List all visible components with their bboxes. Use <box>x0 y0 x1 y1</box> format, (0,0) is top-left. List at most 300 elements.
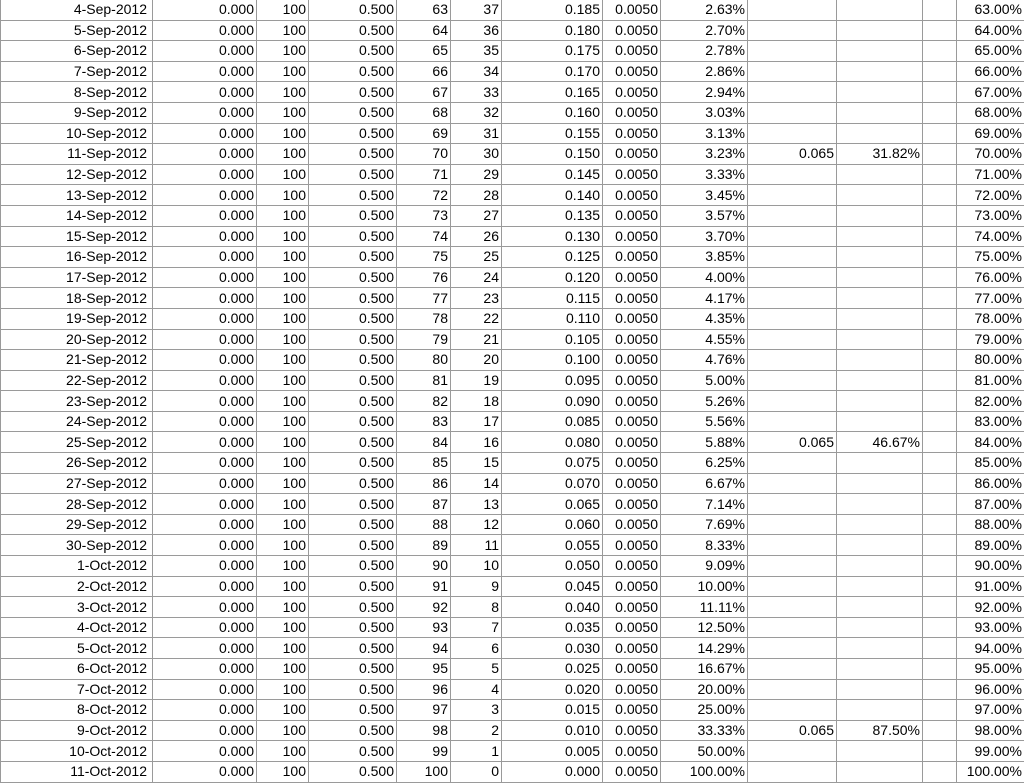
cell-value-b[interactable]: 100 <box>257 494 309 515</box>
cell-percent-c[interactable]: 89.00% <box>957 535 1024 556</box>
cell-percent-a[interactable]: 5.56% <box>661 411 748 432</box>
cell-percent-c[interactable]: 81.00% <box>957 370 1024 391</box>
cell-date[interactable]: 4-Oct-2012 <box>1 617 153 638</box>
cell-value-a[interactable]: 0.000 <box>153 288 257 309</box>
cell-value-a[interactable]: 0.000 <box>153 164 257 185</box>
cell-value-a[interactable]: 0.000 <box>153 350 257 371</box>
cell-percent-a[interactable]: 6.25% <box>661 453 748 474</box>
cell-value-d[interactable]: 0.140 <box>502 185 603 206</box>
cell-value-a[interactable]: 0.000 <box>153 20 257 41</box>
cell-date[interactable]: 21-Sep-2012 <box>1 350 153 371</box>
cell-value-f[interactable] <box>748 679 837 700</box>
cell-count-b[interactable]: 29 <box>451 164 502 185</box>
cell-value-c[interactable]: 0.500 <box>309 638 397 659</box>
cell-value-a[interactable]: 0.000 <box>153 679 257 700</box>
cell-percent-a[interactable]: 3.23% <box>661 144 748 165</box>
cell-count-a[interactable]: 92 <box>397 597 451 618</box>
cell-date[interactable]: 1-Oct-2012 <box>1 556 153 577</box>
cell-percent-c[interactable]: 72.00% <box>957 185 1024 206</box>
cell-date[interactable]: 19-Sep-2012 <box>1 308 153 329</box>
cell-date[interactable]: 30-Sep-2012 <box>1 535 153 556</box>
cell-count-b[interactable]: 7 <box>451 617 502 638</box>
cell-date[interactable]: 23-Sep-2012 <box>1 391 153 412</box>
cell-percent-a[interactable]: 2.70% <box>661 20 748 41</box>
cell-value-d[interactable]: 0.105 <box>502 329 603 350</box>
empty-cell[interactable] <box>923 350 957 371</box>
cell-value-e[interactable]: 0.0050 <box>603 288 661 309</box>
cell-percent-a[interactable]: 5.26% <box>661 391 748 412</box>
cell-percent-a[interactable]: 5.88% <box>661 432 748 453</box>
cell-percent-a[interactable]: 50.00% <box>661 741 748 762</box>
empty-cell[interactable] <box>923 144 957 165</box>
cell-value-a[interactable]: 0.000 <box>153 82 257 103</box>
cell-value-a[interactable]: 0.000 <box>153 617 257 638</box>
cell-percent-c[interactable]: 100.00% <box>957 761 1024 782</box>
cell-count-b[interactable]: 0 <box>451 761 502 782</box>
cell-value-c[interactable]: 0.500 <box>309 514 397 535</box>
cell-count-b[interactable]: 15 <box>451 453 502 474</box>
cell-value-f[interactable] <box>748 82 837 103</box>
cell-value-a[interactable]: 0.000 <box>153 494 257 515</box>
cell-percent-b[interactable] <box>837 247 923 268</box>
empty-cell[interactable] <box>923 329 957 350</box>
cell-value-e[interactable]: 0.0050 <box>603 494 661 515</box>
cell-value-c[interactable]: 0.500 <box>309 432 397 453</box>
cell-count-b[interactable]: 25 <box>451 247 502 268</box>
cell-count-a[interactable]: 85 <box>397 453 451 474</box>
cell-value-d[interactable]: 0.085 <box>502 411 603 432</box>
cell-value-a[interactable]: 0.000 <box>153 432 257 453</box>
cell-date[interactable]: 26-Sep-2012 <box>1 453 153 474</box>
cell-value-d[interactable]: 0.010 <box>502 720 603 741</box>
empty-cell[interactable] <box>923 411 957 432</box>
cell-value-e[interactable]: 0.0050 <box>603 741 661 762</box>
cell-date[interactable]: 18-Sep-2012 <box>1 288 153 309</box>
cell-count-a[interactable]: 69 <box>397 123 451 144</box>
cell-percent-c[interactable]: 84.00% <box>957 432 1024 453</box>
cell-value-c[interactable]: 0.500 <box>309 61 397 82</box>
empty-cell[interactable] <box>923 391 957 412</box>
cell-percent-c[interactable]: 68.00% <box>957 102 1024 123</box>
empty-cell[interactable] <box>923 185 957 206</box>
cell-value-b[interactable]: 100 <box>257 720 309 741</box>
cell-value-e[interactable]: 0.0050 <box>603 123 661 144</box>
cell-value-f[interactable] <box>748 123 837 144</box>
cell-percent-a[interactable]: 11.11% <box>661 597 748 618</box>
cell-value-f[interactable] <box>748 41 837 62</box>
cell-value-d[interactable]: 0.090 <box>502 391 603 412</box>
cell-value-b[interactable]: 100 <box>257 226 309 247</box>
cell-count-b[interactable]: 34 <box>451 61 502 82</box>
cell-percent-b[interactable] <box>837 41 923 62</box>
cell-value-e[interactable]: 0.0050 <box>603 61 661 82</box>
cell-value-b[interactable]: 100 <box>257 308 309 329</box>
cell-count-b[interactable]: 28 <box>451 185 502 206</box>
cell-value-c[interactable]: 0.500 <box>309 720 397 741</box>
cell-value-f[interactable] <box>748 700 837 721</box>
cell-percent-b[interactable] <box>837 308 923 329</box>
cell-value-c[interactable]: 0.500 <box>309 679 397 700</box>
empty-cell[interactable] <box>923 288 957 309</box>
cell-value-b[interactable]: 100 <box>257 41 309 62</box>
cell-percent-a[interactable]: 3.03% <box>661 102 748 123</box>
cell-value-b[interactable]: 100 <box>257 741 309 762</box>
cell-date[interactable]: 15-Sep-2012 <box>1 226 153 247</box>
cell-value-a[interactable]: 0.000 <box>153 761 257 782</box>
cell-percent-a[interactable]: 2.86% <box>661 61 748 82</box>
cell-value-f[interactable] <box>748 391 837 412</box>
cell-value-f[interactable] <box>748 411 837 432</box>
cell-value-f[interactable] <box>748 185 837 206</box>
cell-value-f[interactable] <box>748 267 837 288</box>
cell-value-f[interactable] <box>748 535 837 556</box>
cell-value-e[interactable]: 0.0050 <box>603 391 661 412</box>
empty-cell[interactable] <box>923 659 957 680</box>
cell-count-a[interactable]: 64 <box>397 20 451 41</box>
cell-value-a[interactable]: 0.000 <box>153 597 257 618</box>
cell-count-a[interactable]: 99 <box>397 741 451 762</box>
cell-count-a[interactable]: 89 <box>397 535 451 556</box>
cell-count-b[interactable]: 22 <box>451 308 502 329</box>
cell-value-b[interactable]: 100 <box>257 61 309 82</box>
cell-percent-b[interactable] <box>837 514 923 535</box>
cell-value-f[interactable] <box>748 308 837 329</box>
cell-percent-a[interactable]: 14.29% <box>661 638 748 659</box>
cell-percent-a[interactable]: 16.67% <box>661 659 748 680</box>
cell-value-e[interactable]: 0.0050 <box>603 247 661 268</box>
cell-count-a[interactable]: 96 <box>397 679 451 700</box>
empty-cell[interactable] <box>923 638 957 659</box>
cell-count-a[interactable]: 81 <box>397 370 451 391</box>
cell-value-d[interactable]: 0.135 <box>502 205 603 226</box>
cell-percent-b[interactable] <box>837 473 923 494</box>
cell-value-d[interactable]: 0.075 <box>502 453 603 474</box>
empty-cell[interactable] <box>923 494 957 515</box>
cell-value-e[interactable]: 0.0050 <box>603 82 661 103</box>
cell-percent-a[interactable]: 10.00% <box>661 576 748 597</box>
cell-percent-c[interactable]: 91.00% <box>957 576 1024 597</box>
cell-value-c[interactable]: 0.500 <box>309 20 397 41</box>
cell-value-a[interactable]: 0.000 <box>153 576 257 597</box>
cell-percent-b[interactable] <box>837 638 923 659</box>
cell-value-f[interactable] <box>748 350 837 371</box>
cell-value-f[interactable] <box>748 597 837 618</box>
cell-value-f[interactable]: 0.065 <box>748 432 837 453</box>
cell-value-e[interactable]: 0.0050 <box>603 638 661 659</box>
cell-percent-c[interactable]: 80.00% <box>957 350 1024 371</box>
cell-count-b[interactable]: 9 <box>451 576 502 597</box>
cell-count-b[interactable]: 6 <box>451 638 502 659</box>
cell-value-e[interactable]: 0.0050 <box>603 350 661 371</box>
cell-value-c[interactable]: 0.500 <box>309 700 397 721</box>
cell-count-b[interactable]: 13 <box>451 494 502 515</box>
cell-percent-b[interactable] <box>837 453 923 474</box>
cell-value-b[interactable]: 100 <box>257 0 309 20</box>
cell-value-c[interactable]: 0.500 <box>309 185 397 206</box>
cell-value-b[interactable]: 100 <box>257 411 309 432</box>
cell-value-c[interactable]: 0.500 <box>309 123 397 144</box>
empty-cell[interactable] <box>923 370 957 391</box>
cell-value-d[interactable]: 0.005 <box>502 741 603 762</box>
cell-percent-c[interactable]: 88.00% <box>957 514 1024 535</box>
cell-date[interactable]: 28-Sep-2012 <box>1 494 153 515</box>
empty-cell[interactable] <box>923 308 957 329</box>
cell-percent-c[interactable]: 94.00% <box>957 638 1024 659</box>
cell-percent-c[interactable]: 69.00% <box>957 123 1024 144</box>
empty-cell[interactable] <box>923 700 957 721</box>
cell-percent-b[interactable] <box>837 61 923 82</box>
cell-value-d[interactable]: 0.095 <box>502 370 603 391</box>
cell-value-d[interactable]: 0.015 <box>502 700 603 721</box>
cell-percent-a[interactable]: 25.00% <box>661 700 748 721</box>
cell-percent-b[interactable] <box>837 102 923 123</box>
cell-value-f[interactable]: 0.065 <box>748 720 837 741</box>
cell-value-f[interactable] <box>748 226 837 247</box>
cell-value-b[interactable]: 100 <box>257 679 309 700</box>
cell-value-c[interactable]: 0.500 <box>309 576 397 597</box>
cell-percent-b[interactable]: 31.82% <box>837 144 923 165</box>
cell-value-e[interactable]: 0.0050 <box>603 41 661 62</box>
empty-cell[interactable] <box>923 267 957 288</box>
cell-count-a[interactable]: 66 <box>397 61 451 82</box>
cell-percent-c[interactable]: 78.00% <box>957 308 1024 329</box>
cell-value-a[interactable]: 0.000 <box>153 61 257 82</box>
cell-value-c[interactable]: 0.500 <box>309 288 397 309</box>
cell-count-a[interactable]: 87 <box>397 494 451 515</box>
cell-date[interactable]: 10-Sep-2012 <box>1 123 153 144</box>
cell-percent-c[interactable]: 65.00% <box>957 41 1024 62</box>
cell-date[interactable]: 17-Sep-2012 <box>1 267 153 288</box>
cell-value-e[interactable]: 0.0050 <box>603 576 661 597</box>
cell-percent-c[interactable]: 98.00% <box>957 720 1024 741</box>
cell-count-b[interactable]: 2 <box>451 720 502 741</box>
cell-percent-b[interactable] <box>837 288 923 309</box>
cell-percent-a[interactable]: 4.35% <box>661 308 748 329</box>
cell-percent-a[interactable]: 3.13% <box>661 123 748 144</box>
cell-count-b[interactable]: 3 <box>451 700 502 721</box>
cell-value-e[interactable]: 0.0050 <box>603 473 661 494</box>
cell-value-f[interactable] <box>748 556 837 577</box>
cell-percent-b[interactable] <box>837 617 923 638</box>
cell-value-f[interactable] <box>748 20 837 41</box>
cell-date[interactable]: 14-Sep-2012 <box>1 205 153 226</box>
cell-percent-c[interactable]: 92.00% <box>957 597 1024 618</box>
cell-percent-b[interactable] <box>837 535 923 556</box>
cell-value-c[interactable]: 0.500 <box>309 350 397 371</box>
cell-value-b[interactable]: 100 <box>257 247 309 268</box>
cell-value-b[interactable]: 100 <box>257 329 309 350</box>
cell-value-c[interactable]: 0.500 <box>309 411 397 432</box>
cell-percent-c[interactable]: 75.00% <box>957 247 1024 268</box>
cell-value-a[interactable]: 0.000 <box>153 329 257 350</box>
cell-count-a[interactable]: 93 <box>397 617 451 638</box>
cell-percent-a[interactable]: 6.67% <box>661 473 748 494</box>
cell-count-a[interactable]: 76 <box>397 267 451 288</box>
cell-value-a[interactable]: 0.000 <box>153 453 257 474</box>
cell-date[interactable]: 22-Sep-2012 <box>1 370 153 391</box>
cell-count-b[interactable]: 19 <box>451 370 502 391</box>
cell-value-b[interactable]: 100 <box>257 185 309 206</box>
cell-value-e[interactable]: 0.0050 <box>603 411 661 432</box>
cell-value-c[interactable]: 0.500 <box>309 617 397 638</box>
cell-value-b[interactable]: 100 <box>257 700 309 721</box>
cell-count-a[interactable]: 82 <box>397 391 451 412</box>
empty-cell[interactable] <box>923 61 957 82</box>
cell-percent-b[interactable] <box>837 164 923 185</box>
cell-value-a[interactable]: 0.000 <box>153 267 257 288</box>
cell-value-a[interactable]: 0.000 <box>153 638 257 659</box>
cell-value-c[interactable]: 0.500 <box>309 391 397 412</box>
cell-percent-b[interactable] <box>837 350 923 371</box>
cell-count-a[interactable]: 94 <box>397 638 451 659</box>
cell-percent-a[interactable]: 12.50% <box>661 617 748 638</box>
cell-count-a[interactable]: 86 <box>397 473 451 494</box>
cell-count-b[interactable]: 17 <box>451 411 502 432</box>
empty-cell[interactable] <box>923 205 957 226</box>
cell-value-c[interactable]: 0.500 <box>309 535 397 556</box>
cell-value-e[interactable]: 0.0050 <box>603 164 661 185</box>
empty-cell[interactable] <box>923 102 957 123</box>
cell-percent-a[interactable]: 4.00% <box>661 267 748 288</box>
cell-value-d[interactable]: 0.155 <box>502 123 603 144</box>
cell-count-a[interactable]: 65 <box>397 41 451 62</box>
empty-cell[interactable] <box>923 41 957 62</box>
cell-value-a[interactable]: 0.000 <box>153 102 257 123</box>
cell-value-c[interactable]: 0.500 <box>309 267 397 288</box>
cell-percent-a[interactable]: 3.33% <box>661 164 748 185</box>
cell-value-d[interactable]: 0.025 <box>502 659 603 680</box>
cell-count-a[interactable]: 77 <box>397 288 451 309</box>
cell-count-b[interactable]: 31 <box>451 123 502 144</box>
cell-value-f[interactable]: 0.065 <box>748 144 837 165</box>
empty-cell[interactable] <box>923 597 957 618</box>
cell-value-e[interactable]: 0.0050 <box>603 720 661 741</box>
cell-percent-a[interactable]: 2.94% <box>661 82 748 103</box>
cell-percent-b[interactable] <box>837 185 923 206</box>
cell-value-d[interactable]: 0.150 <box>502 144 603 165</box>
cell-value-a[interactable]: 0.000 <box>153 514 257 535</box>
empty-cell[interactable] <box>923 741 957 762</box>
cell-count-a[interactable]: 98 <box>397 720 451 741</box>
cell-value-d[interactable]: 0.180 <box>502 20 603 41</box>
cell-value-d[interactable]: 0.045 <box>502 576 603 597</box>
cell-value-b[interactable]: 100 <box>257 514 309 535</box>
cell-value-c[interactable]: 0.500 <box>309 247 397 268</box>
cell-value-f[interactable] <box>748 61 837 82</box>
cell-value-e[interactable]: 0.0050 <box>603 20 661 41</box>
cell-value-a[interactable]: 0.000 <box>153 391 257 412</box>
cell-percent-c[interactable]: 66.00% <box>957 61 1024 82</box>
cell-percent-a[interactable]: 3.57% <box>661 205 748 226</box>
cell-value-b[interactable]: 100 <box>257 123 309 144</box>
cell-value-e[interactable]: 0.0050 <box>603 597 661 618</box>
cell-date[interactable]: 6-Oct-2012 <box>1 659 153 680</box>
cell-count-b[interactable]: 14 <box>451 473 502 494</box>
cell-value-d[interactable]: 0.065 <box>502 494 603 515</box>
cell-count-b[interactable]: 4 <box>451 679 502 700</box>
cell-value-e[interactable]: 0.0050 <box>603 185 661 206</box>
cell-date[interactable]: 6-Sep-2012 <box>1 41 153 62</box>
cell-percent-a[interactable]: 7.14% <box>661 494 748 515</box>
cell-value-e[interactable]: 0.0050 <box>603 267 661 288</box>
cell-value-a[interactable]: 0.000 <box>153 659 257 680</box>
cell-percent-b[interactable] <box>837 123 923 144</box>
cell-value-d[interactable]: 0.120 <box>502 267 603 288</box>
cell-percent-c[interactable]: 99.00% <box>957 741 1024 762</box>
cell-percent-a[interactable]: 3.45% <box>661 185 748 206</box>
cell-count-a[interactable]: 83 <box>397 411 451 432</box>
cell-percent-c[interactable]: 97.00% <box>957 700 1024 721</box>
empty-cell[interactable] <box>923 535 957 556</box>
cell-value-f[interactable] <box>748 329 837 350</box>
cell-count-a[interactable]: 95 <box>397 659 451 680</box>
cell-value-d[interactable]: 0.070 <box>502 473 603 494</box>
cell-value-d[interactable]: 0.020 <box>502 679 603 700</box>
cell-percent-c[interactable]: 85.00% <box>957 453 1024 474</box>
cell-percent-b[interactable] <box>837 741 923 762</box>
cell-value-a[interactable]: 0.000 <box>153 370 257 391</box>
cell-value-c[interactable]: 0.500 <box>309 144 397 165</box>
cell-count-b[interactable]: 26 <box>451 226 502 247</box>
cell-value-e[interactable]: 0.0050 <box>603 226 661 247</box>
cell-value-b[interactable]: 100 <box>257 473 309 494</box>
cell-value-f[interactable] <box>748 659 837 680</box>
cell-value-a[interactable]: 0.000 <box>153 741 257 762</box>
cell-percent-c[interactable]: 96.00% <box>957 679 1024 700</box>
cell-percent-c[interactable]: 83.00% <box>957 411 1024 432</box>
cell-value-e[interactable]: 0.0050 <box>603 700 661 721</box>
cell-value-e[interactable]: 0.0050 <box>603 102 661 123</box>
cell-count-b[interactable]: 1 <box>451 741 502 762</box>
cell-value-d[interactable]: 0.050 <box>502 556 603 577</box>
cell-value-c[interactable]: 0.500 <box>309 597 397 618</box>
cell-value-b[interactable]: 100 <box>257 535 309 556</box>
cell-value-c[interactable]: 0.500 <box>309 473 397 494</box>
cell-value-e[interactable]: 0.0050 <box>603 205 661 226</box>
cell-count-a[interactable]: 71 <box>397 164 451 185</box>
cell-date[interactable]: 2-Oct-2012 <box>1 576 153 597</box>
cell-value-a[interactable]: 0.000 <box>153 556 257 577</box>
cell-value-d[interactable]: 0.080 <box>502 432 603 453</box>
empty-cell[interactable] <box>923 576 957 597</box>
cell-value-e[interactable]: 0.0050 <box>603 0 661 20</box>
cell-count-a[interactable]: 72 <box>397 185 451 206</box>
cell-value-f[interactable] <box>748 473 837 494</box>
cell-count-b[interactable]: 30 <box>451 144 502 165</box>
cell-value-c[interactable]: 0.500 <box>309 102 397 123</box>
cell-value-d[interactable]: 0.000 <box>502 761 603 782</box>
cell-value-b[interactable]: 100 <box>257 659 309 680</box>
cell-percent-b[interactable] <box>837 659 923 680</box>
empty-cell[interactable] <box>923 164 957 185</box>
cell-percent-b[interactable] <box>837 411 923 432</box>
cell-value-d[interactable]: 0.115 <box>502 288 603 309</box>
cell-date[interactable]: 27-Sep-2012 <box>1 473 153 494</box>
cell-percent-a[interactable]: 4.55% <box>661 329 748 350</box>
cell-value-f[interactable] <box>748 761 837 782</box>
cell-date[interactable]: 3-Oct-2012 <box>1 597 153 618</box>
cell-value-f[interactable] <box>748 370 837 391</box>
cell-date[interactable]: 25-Sep-2012 <box>1 432 153 453</box>
cell-value-c[interactable]: 0.500 <box>309 659 397 680</box>
cell-percent-c[interactable]: 90.00% <box>957 556 1024 577</box>
cell-value-d[interactable]: 0.100 <box>502 350 603 371</box>
cell-value-d[interactable]: 0.030 <box>502 638 603 659</box>
cell-value-b[interactable]: 100 <box>257 617 309 638</box>
cell-value-d[interactable]: 0.130 <box>502 226 603 247</box>
cell-value-f[interactable] <box>748 617 837 638</box>
cell-value-a[interactable]: 0.000 <box>153 247 257 268</box>
